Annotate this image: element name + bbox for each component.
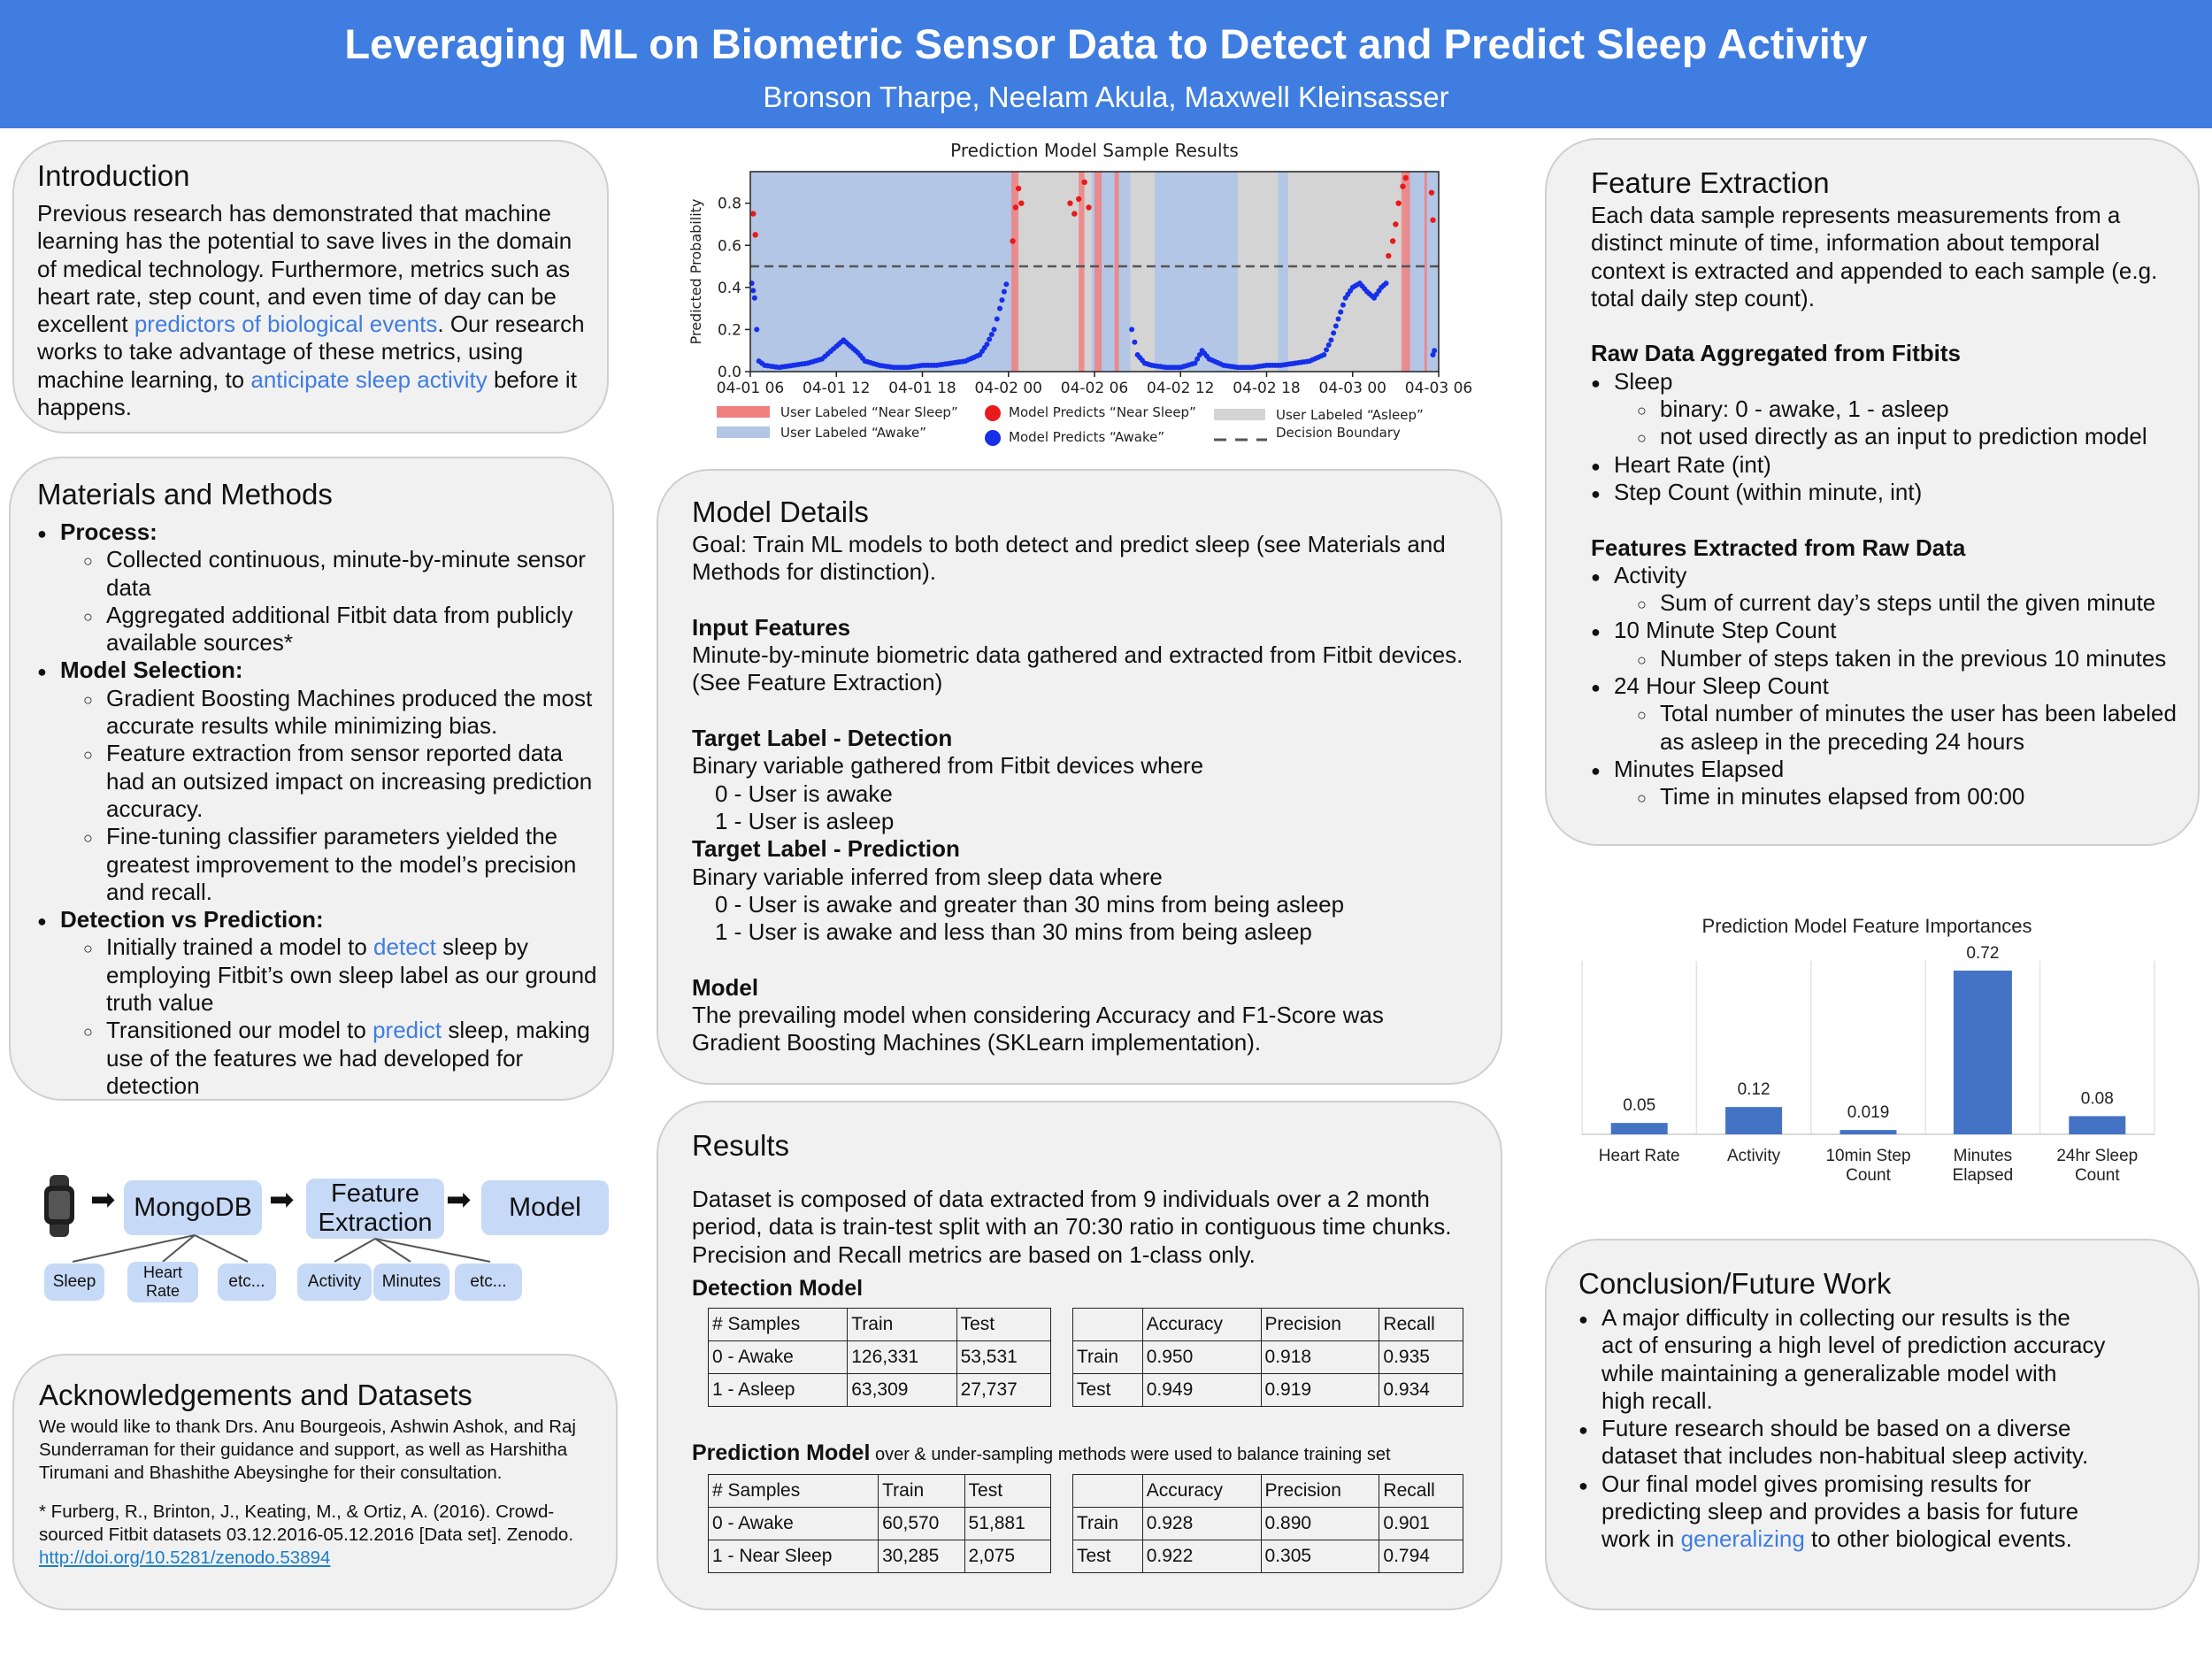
list-item: ● Detection vs Prediction: ○ Initially trained a model to detect sleep by employing Fitbit’s own sleep label as our ground truth value ○ Transitioned our model to predict sleep, making use of the features we had developed for detection — [37, 906, 603, 1100]
near-sleep-span — [1011, 172, 1018, 372]
y-tick-label: 0.4 — [717, 279, 741, 297]
near-sleep-point — [1018, 200, 1024, 205]
feature-extraction-body: Each data sample represents measurements from a distinct minute of time, information about temporal context is extracted and appended to each sample (e.g. total daily step count). Raw Data Aggregated from Fitbits ● Sleep ○ binary: 0 - awake, 1 - asleep ○ not used directly as an input to prediction model ● Heart Rate (int) ● Step Count (within minute, int) Features Extracted from Raw Data ● Activity ○ Sum of current day’s steps until the given minute ● 10 Minute Step Count ○ Number of steps taken in the previous 10 minutes ● 24 Hour Sleep Count ○ Total number of minutes the user has been labeled as asleep in the preceding 24 hours ● Minutes Elapsed ○ Time in minutes elapsed from 00:00 — [1591, 202, 2180, 811]
y-tick-label: 0.0 — [717, 364, 741, 381]
list-item: ● Our final model gives promising results for predicting sleep and provides a basis for future work in generalizing to other biological events. — [1578, 1471, 2106, 1554]
awake-point — [752, 296, 757, 301]
table-cell: # Samples — [709, 1475, 879, 1508]
legend-label: Model Predicts “Awake” — [1009, 429, 1165, 445]
near-sleep-span — [1094, 172, 1102, 372]
awake-point — [987, 337, 992, 342]
awake-point — [992, 326, 997, 332]
asleep-span — [1238, 172, 1278, 372]
awake-point — [1324, 347, 1329, 352]
near-sleep-point — [1081, 180, 1087, 185]
detection-counts-table — [708, 1308, 1051, 1407]
table-cell: Recall — [1379, 1309, 1463, 1341]
list-item: ○ Number of steps taken in the previous 10 minutes — [1637, 645, 2180, 672]
near-sleep-point — [1016, 186, 1021, 191]
feature-importance-chart — [1566, 911, 2185, 1194]
etc-box: etc... — [218, 1263, 276, 1301]
acknowledgements-panel — [12, 1354, 618, 1610]
near-sleep-point — [1067, 200, 1072, 205]
near-sleep-span — [1402, 172, 1410, 372]
near-sleep-point — [1393, 221, 1398, 227]
near-sleep-point — [1086, 204, 1091, 210]
awake-point — [995, 317, 1000, 322]
table-cell: 0.934 — [1379, 1374, 1463, 1407]
table-cell: 1 - Asleep — [709, 1374, 848, 1407]
table-cell: 2,075 — [964, 1540, 1050, 1573]
table-cell: Test — [1073, 1540, 1143, 1573]
extracted-features-heading: Features Extracted from Raw Data — [1591, 534, 1966, 561]
awake-point — [1333, 323, 1339, 328]
legend-label: User Labeled “Asleep” — [1276, 407, 1424, 423]
x-tick-label: 04-01 06 — [716, 380, 785, 397]
x-tick-label: 04-03 06 — [1404, 380, 1473, 397]
table-row — [709, 1374, 1051, 1407]
bar — [1840, 1130, 1897, 1134]
scatter-svg — [681, 134, 1478, 462]
awake-point — [1326, 342, 1332, 348]
awake-point — [750, 288, 756, 293]
awake-point — [1321, 352, 1326, 357]
arrow-icon: ➡ — [446, 1183, 472, 1217]
list-item: ○ Aggregated additional Fitbit data from publicly available sources* — [83, 602, 603, 657]
near-sleep-point — [1390, 238, 1395, 243]
methods-title: Materials and Methods — [37, 478, 333, 511]
awake-point — [1328, 337, 1333, 342]
table-cell: 60,570 — [879, 1508, 964, 1540]
table-cell: 0.950 — [1142, 1341, 1261, 1374]
near-sleep-span — [1115, 172, 1119, 372]
bar-chart-title: Prediction Model Feature Importances — [1701, 915, 2032, 937]
arrow-icon: ➡ — [269, 1183, 295, 1217]
acknowledgements-text: We would like to thank Drs. Anu Bourgeois, Ashwin Ashok, and Raj Sunderraman for their guidance and support, as well as Harshitha Tirumani and Bhashithe Abeysinghe for their consultation. — [39, 1417, 576, 1483]
x-tick-label: 04-01 12 — [803, 380, 871, 397]
table-cell: 53,531 — [956, 1341, 1050, 1374]
table-cell: 126,331 — [848, 1341, 956, 1374]
mongodb-box: MongoDB — [124, 1180, 262, 1235]
table-cell: Precision — [1261, 1309, 1379, 1341]
list-item: ● Step Count (within minute, int) — [1591, 479, 2180, 506]
bar-value-label: 0.72 — [1966, 943, 2000, 963]
table-cell — [1073, 1309, 1143, 1341]
table-cell: 63,309 — [848, 1374, 956, 1407]
legend-marker-awake — [985, 430, 1001, 446]
near-sleep-point — [1076, 196, 1081, 202]
bar — [2069, 1116, 2125, 1134]
list-item: ● Model Selection: ○ Gradient Boosting Machines produced the most accurate results while minimizing bias. ○ Feature extraction from sensor reported data had an outsized impact on increasing prediction accuracy. ○ Fine-tuning classifier parameters yielded the greatest improvement to the model’s precision and recall. — [37, 657, 603, 906]
list-item: ● Process: ○ Collected continuous, minute-by-minute sensor data ○ Aggregated additional Fitbit data from publicly available sources* — [37, 518, 603, 657]
prediction-counts-table — [708, 1474, 1051, 1573]
introduction-text: Previous research has demonstrated that machine learning has the potential to save lives in the domain of medical technology. Furthermore, metrics such as heart rate, step count, and even time of day can be excellent predictors of biological events. Our research works to take advantage of these metrics, using machine learning, to anticipate sleep activity before it happens. — [37, 200, 585, 421]
list-item: ○ not used directly as an input to prediction model — [1637, 423, 2180, 450]
poster-title: Leveraging ML on Biometric Sensor Data to Detect and Predict Sleep Activity — [344, 20, 1868, 67]
category-label: 10min Step — [1825, 1147, 1911, 1165]
table-row — [709, 1508, 1051, 1540]
results-text: Dataset is composed of data extracted from 9 individuals over a 2 month period, data is train-test split with an 70:30 ratio in contiguous time chunks. Precision and Recall metrics are based on 1-class only. — [692, 1186, 1452, 1268]
model-box: Model — [481, 1180, 609, 1235]
x-tick-label: 04-03 00 — [1318, 380, 1386, 397]
highlight-anticipate: anticipate sleep activity — [250, 365, 488, 393]
table-cell: Train — [1073, 1341, 1143, 1374]
model-details-body: Goal: Train ML models to both detect and predict sleep (see Materials and Methods for distinction). Input Features Minute-by-minute biometric data gathered and extracted from Fitbit devices. (See Feature Extraction) Target Label - Detection Binary variable gathered from Fitbit devices where 0 - User is awake 1 - User is asleep Target Label - Prediction Binary variable inferred from sleep data where 0 - User is awake and greater than 30 mins from being asleep 1 - User is awake and less than 30 mins from being asleep Model The prevailing model when considering Accuracy and F1-Score was Gradient Boosting Machines (SKLearn implementation). — [692, 531, 1478, 1057]
awake-point — [984, 342, 989, 347]
legend-swatch-awake — [717, 426, 770, 438]
near-sleep-point — [752, 232, 757, 237]
list-item: ○ Feature extraction from sensor reported data had an outsized impact on increasing prediction accuracy. — [83, 740, 603, 823]
bar-value-label: 0.12 — [1737, 1080, 1770, 1100]
pipeline-diagram — [27, 1168, 619, 1310]
table-row — [1073, 1309, 1463, 1341]
model-heading: Model — [692, 973, 759, 1001]
awake-point — [1338, 310, 1343, 315]
table-cell: Test — [1073, 1374, 1143, 1407]
x-tick-label: 04-01 18 — [888, 380, 956, 397]
feature-extraction-title: Feature Extraction — [1591, 166, 1830, 199]
x-tick-label: 04-02 12 — [1147, 380, 1215, 397]
dataset-link[interactable]: http://doi.org/10.5281/zenodo.53894 — [39, 1548, 331, 1568]
bar — [1954, 971, 2012, 1134]
table-row — [1073, 1374, 1463, 1407]
table-cell: 0.922 — [1142, 1540, 1261, 1573]
bar — [1725, 1107, 1782, 1134]
list-item: ○ Collected continuous, minute-by-minute sensor data — [83, 546, 603, 602]
table-row — [1073, 1475, 1463, 1508]
x-tick-label: 04-02 06 — [1060, 380, 1129, 397]
table-cell: 0.935 — [1379, 1341, 1463, 1374]
table-cell: 0.901 — [1379, 1508, 1463, 1540]
list-item: ○ Sum of current day’s steps until the given minute — [1637, 589, 2180, 617]
list-item: ● Activity ○ Sum of current day’s steps until the given minute — [1591, 562, 2180, 618]
awake-point — [989, 332, 995, 337]
bar-value-label: 0.08 — [2080, 1089, 2114, 1109]
table-cell: 0.918 — [1261, 1341, 1379, 1374]
table-cell: Train — [1073, 1508, 1143, 1540]
near-sleep-span — [1425, 172, 1427, 372]
awake-point — [997, 306, 1002, 311]
conclusion-title: Conclusion/Future Work — [1578, 1267, 1892, 1300]
highlight-predictors: predictors of biological events — [134, 311, 438, 338]
awake-point — [1331, 330, 1336, 335]
list-item: ● 10 Minute Step Count ○ Number of steps taken in the previous 10 minutes — [1591, 617, 2180, 672]
table-row — [1073, 1341, 1463, 1374]
y-tick-label: 0.8 — [717, 195, 741, 213]
table-cell: 0.305 — [1261, 1540, 1379, 1573]
x-tick-label: 04-02 18 — [1233, 380, 1301, 397]
detection-model-title: Detection Model — [692, 1276, 864, 1301]
prediction-metrics-table — [1072, 1474, 1463, 1573]
legend-label: User Labeled “Awake” — [780, 425, 927, 441]
awake-point — [1336, 317, 1341, 322]
introduction-panel — [12, 140, 609, 434]
table-row — [1073, 1540, 1463, 1573]
bar-chart-svg — [1566, 911, 2185, 1194]
table-cell: 0.949 — [1142, 1374, 1261, 1407]
category-label: Count — [2074, 1166, 2120, 1185]
minutes-box: Minutes — [373, 1263, 449, 1301]
table-cell: 0.928 — [1142, 1508, 1261, 1540]
y-tick-label: 0.2 — [717, 321, 741, 340]
arrow-icon: ➡ — [90, 1183, 116, 1217]
awake-point — [1384, 280, 1389, 286]
introduction-title: Introduction — [37, 159, 190, 192]
table-cell: 0.794 — [1379, 1540, 1463, 1573]
table-row — [709, 1540, 1051, 1573]
legend-marker-near-sleep — [985, 405, 1001, 421]
near-sleep-point — [1386, 253, 1391, 258]
awake-point — [1432, 348, 1437, 353]
conclusion-list — [1578, 1304, 2177, 1554]
near-sleep-point — [750, 211, 756, 216]
near-sleep-point — [1071, 211, 1077, 216]
acknowledgements-title: Acknowledgements and Datasets — [39, 1379, 472, 1411]
legend-label: Decision Boundary — [1276, 425, 1401, 441]
list-item: ● 24 Hour Sleep Count ○ Total number of minutes the user has been labeled as asleep in the preceding 24 hours — [1591, 672, 2180, 756]
etc-box: etc... — [455, 1263, 522, 1301]
table-cell: 51,881 — [964, 1508, 1050, 1540]
table-cell: 0.890 — [1261, 1508, 1379, 1540]
category-label: Heart Rate — [1598, 1147, 1680, 1165]
table-cell: 30,285 — [879, 1540, 964, 1573]
table-cell: Test — [964, 1475, 1050, 1508]
near-sleep-point — [1013, 204, 1018, 210]
list-item: ○ Fine-tuning classifier parameters yielded the greatest improvement to the model’s precision and recall. — [83, 823, 603, 906]
table-cell: # Samples — [709, 1309, 848, 1341]
awake-point — [999, 297, 1004, 303]
table-cell: 0 - Awake — [709, 1341, 848, 1374]
y-tick-label: 0.6 — [717, 237, 741, 256]
table-cell: 0.919 — [1261, 1374, 1379, 1407]
y-axis-label: Predicted Probability — [687, 198, 704, 345]
legend-swatch-asleep — [1214, 409, 1265, 420]
feature-extraction-panel — [1545, 138, 2200, 846]
legend-label: Model Predicts “Near Sleep” — [1009, 404, 1196, 420]
asleep-span — [1288, 172, 1406, 372]
activity-box: Activity — [297, 1263, 372, 1301]
awake-point — [1002, 289, 1007, 295]
list-item: ● Future research should be based on a diverse dataset that includes non-habitual sleep activity. — [1578, 1415, 2106, 1471]
input-features-heading: Input Features — [692, 613, 851, 641]
near-sleep-point — [1010, 238, 1015, 243]
scatter-title: Prediction Model Sample Results — [950, 140, 1239, 161]
near-sleep-point — [1395, 200, 1401, 205]
list-item: ○ Initially trained a model to detect sleep by employing Fitbit’s own sleep label as our ground truth value — [83, 933, 603, 1017]
list-item: ○ Transitioned our model to predict sleep, making use of the features we had developed for detection — [83, 1017, 603, 1100]
raw-data-heading: Raw Data Aggregated from Fitbits — [1591, 340, 1961, 367]
poster-authors: Bronson Tharpe, Neelam Akula, Maxwell Kleinsasser — [763, 81, 1449, 113]
category-label: Elapsed — [1952, 1166, 2014, 1185]
table-cell: Recall — [1379, 1475, 1463, 1508]
feature-extraction-box: Feature Extraction — [306, 1179, 444, 1239]
table-cell — [1073, 1475, 1143, 1508]
legend-swatch-near-sleep — [717, 406, 770, 418]
table-row — [709, 1341, 1051, 1374]
table-cell: Precision — [1261, 1475, 1379, 1508]
table-row — [709, 1309, 1051, 1341]
near-sleep-point — [1400, 183, 1405, 188]
methods-list — [37, 518, 603, 1100]
list-item: ● A major difficulty in collecting our results is the act of ensuring a high level of prediction accuracy while maintaining a generalizable model with high recall. — [1578, 1304, 2106, 1415]
results-panel — [657, 1101, 1502, 1610]
table-cell: Train — [848, 1309, 956, 1341]
results-title: Results — [692, 1129, 790, 1162]
awake-point — [1340, 303, 1346, 308]
table-cell: 1 - Near Sleep — [709, 1540, 879, 1573]
category-label: 24hr Sleep — [2056, 1147, 2139, 1165]
x-tick-label: 04-02 00 — [974, 380, 1042, 397]
detection-metrics-table — [1072, 1308, 1463, 1407]
citation-text: * Furberg, R., Brinton, J., Keating, M., & Ortiz, A. (2016). Crowd-sourced Fitbit datasets 03.12.2016-05.12.2016 [Data set]. Zenodo. http://doi.org/10.5281/zenodo.53894 — [39, 1502, 574, 1568]
conclusion-panel — [1545, 1239, 2200, 1610]
list-item: ○ Total number of minutes the user has been labeled as asleep in the preceding 24 hours — [1637, 700, 2180, 756]
bar — [1611, 1123, 1668, 1134]
sample-results-chart — [681, 134, 1478, 462]
prediction-label-heading: Target Label - Prediction — [692, 835, 960, 863]
list-item: ● Minutes Elapsed ○ Time in minutes elapsed from 00:00 — [1591, 756, 2180, 811]
table-cell: Accuracy — [1142, 1309, 1261, 1341]
list-item: ○ Gradient Boosting Machines produced the most accurate results while minimizing bias. — [83, 685, 603, 741]
bar-value-label: 0.019 — [1847, 1103, 1890, 1123]
table-row — [1073, 1508, 1463, 1540]
bar-value-label: 0.05 — [1623, 1096, 1656, 1116]
detection-label-heading: Target Label - Detection — [692, 725, 953, 752]
table-cell: 27,737 — [956, 1374, 1050, 1407]
table-row — [709, 1475, 1051, 1508]
category-label: Minutes — [1953, 1147, 2013, 1165]
near-sleep-point — [1430, 218, 1435, 223]
category-label: Activity — [1727, 1147, 1781, 1165]
category-label: Count — [1846, 1166, 1891, 1185]
model-details-title: Model Details — [692, 495, 869, 528]
list-item: ○ binary: 0 - awake, 1 - asleep — [1637, 396, 2180, 423]
awake-point — [754, 326, 759, 332]
model-details-panel — [657, 469, 1502, 1085]
list-item: ● Sleep ○ binary: 0 - awake, 1 - asleep ○ not used directly as an input to prediction model — [1591, 368, 2180, 451]
methods-panel — [9, 457, 614, 1101]
sleep-box: Sleep — [44, 1263, 104, 1301]
near-sleep-point — [1429, 190, 1434, 196]
poster-header — [0, 0, 2212, 128]
awake-point — [1132, 340, 1137, 345]
table-cell: Accuracy — [1142, 1475, 1261, 1508]
list-item: ● Heart Rate (int) — [1591, 451, 2180, 479]
table-cell: Test — [956, 1309, 1050, 1341]
table-cell: Train — [879, 1475, 964, 1508]
awake-point — [1129, 326, 1134, 332]
awake-point — [1003, 281, 1009, 287]
list-item: ○ Time in minutes elapsed from 00:00 — [1637, 783, 2180, 810]
legend-label: User Labeled “Near Sleep” — [780, 404, 958, 420]
heart-rate-box: Heart Rate — [127, 1262, 198, 1302]
prediction-model-title: Prediction Model over & under-sampling methods were used to balance training set — [692, 1440, 1391, 1465]
near-sleep-point — [1403, 175, 1409, 180]
table-cell: 0 - Awake — [709, 1508, 879, 1540]
